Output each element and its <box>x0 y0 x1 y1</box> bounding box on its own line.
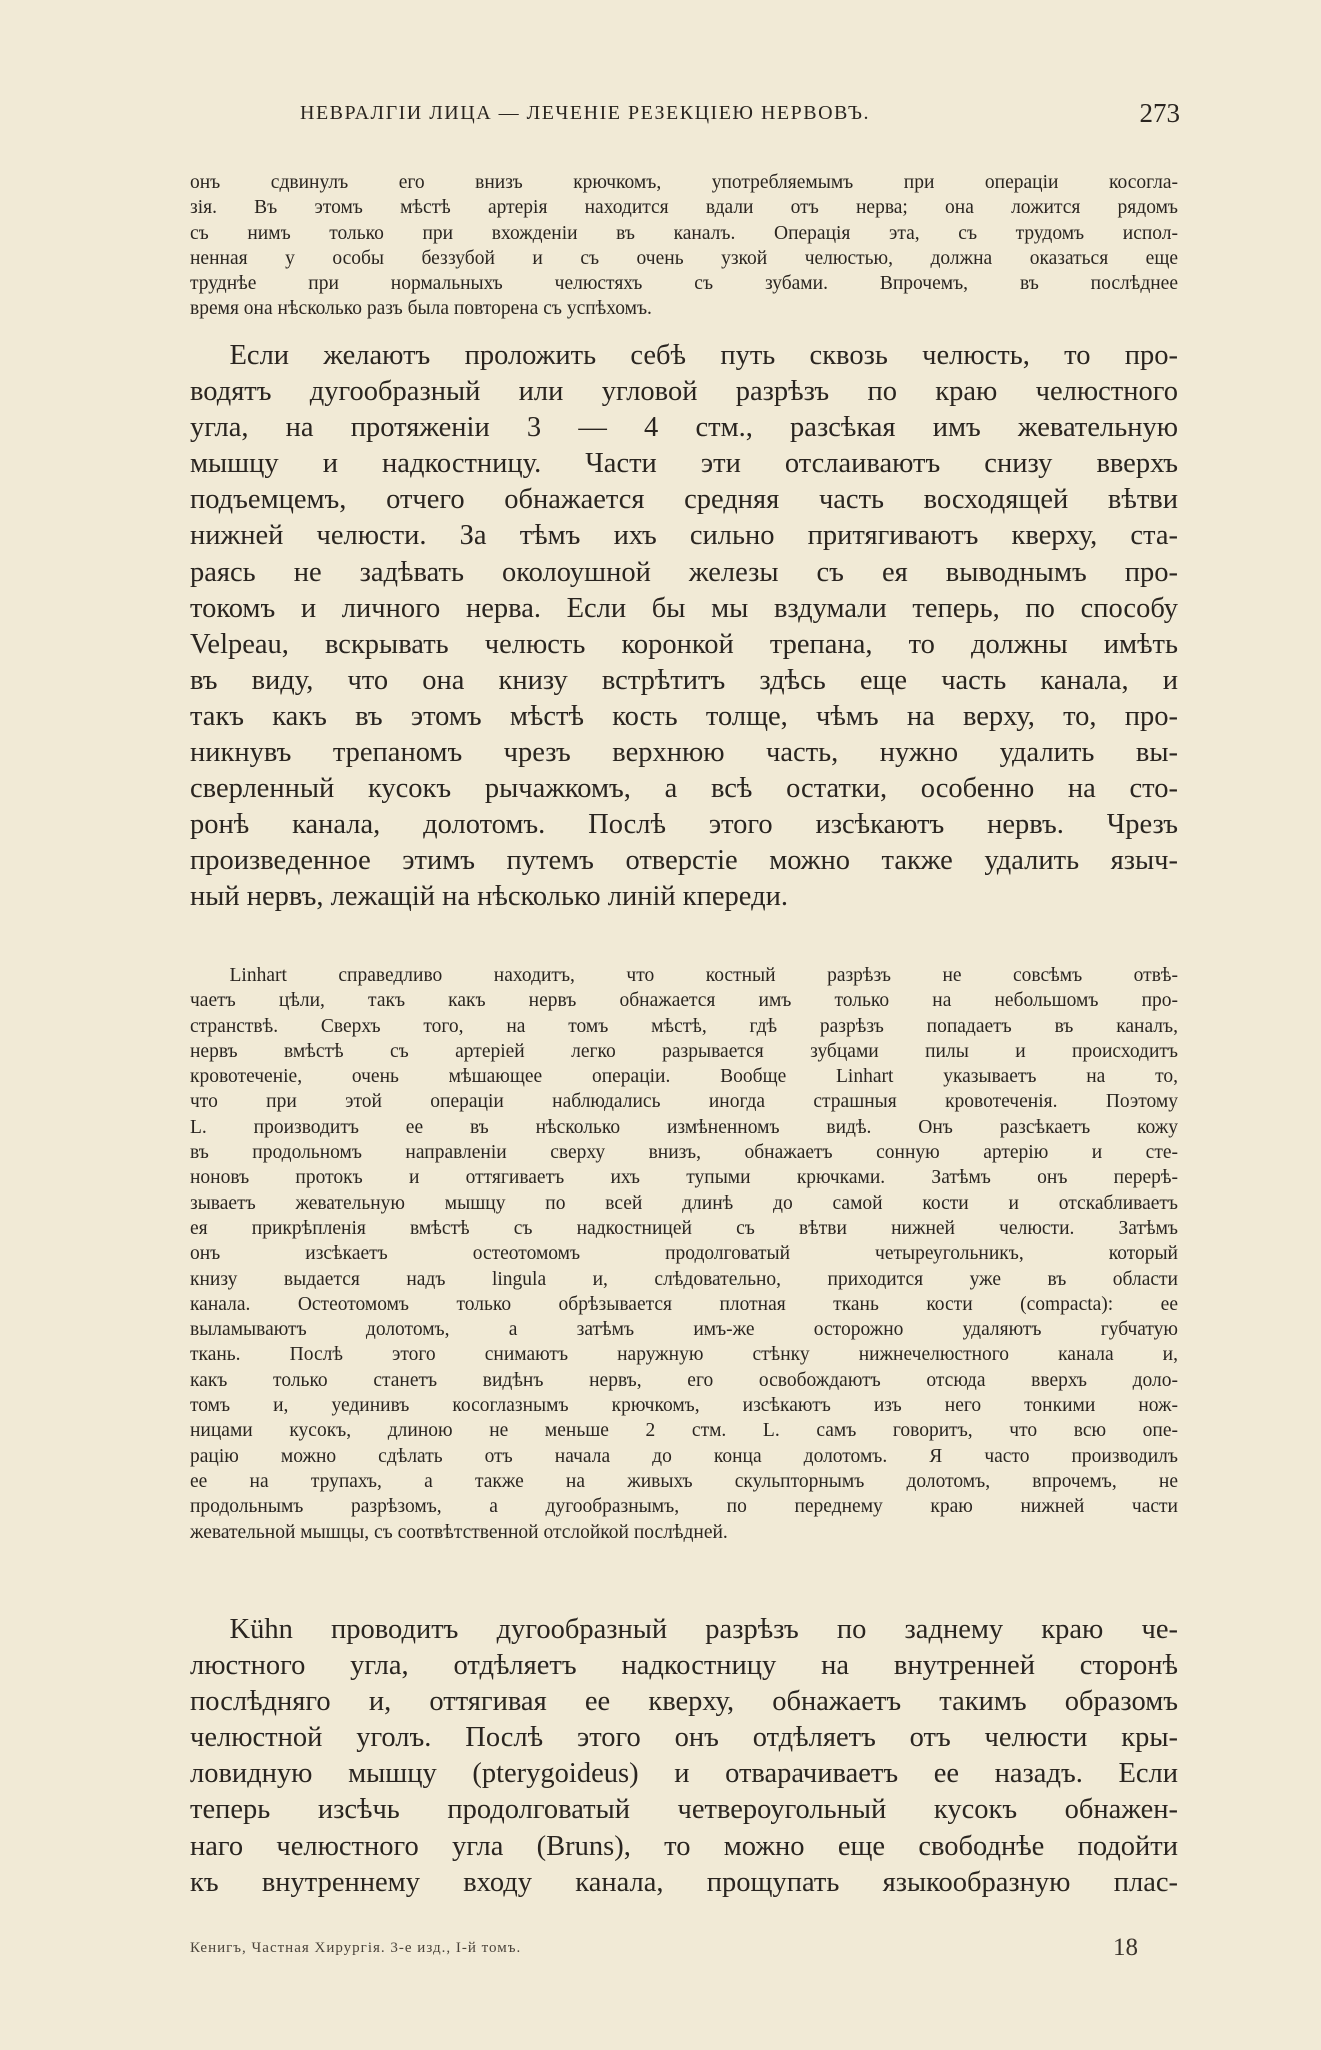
text-line: онъ сдвинулъ его внизъ крючкомъ, употребляемымъ при операціи косогла- <box>190 172 1178 193</box>
text-line: въ продольномъ направленіи сверху внизъ, обнажаетъ сонную артерію и сте- <box>190 1142 1178 1164</box>
text-line: зія. Въ этомъ мѣстѣ артерія находится вдали отъ нерва; она ложится рядомъ <box>190 197 1178 219</box>
text-line: ноновъ протокъ и оттягиваетъ ихъ тупыми крючками. Затѣмъ онъ перерѣ- <box>190 1167 1178 1189</box>
text-line: мышцу и надкостницу. Части эти отслаиваютъ снизу вверхъ <box>190 448 1178 480</box>
text-line: странствѣ. Сверхъ того, на томъ мѣстѣ, гдѣ разрѣзъ попадаетъ въ каналъ, <box>190 1015 1178 1037</box>
sheet-number: 18 <box>1113 1934 1138 1961</box>
paragraph-2 <box>190 338 1178 916</box>
text-line: труднѣе при нормальныхъ челюстяхъ съ зубами. Впрочемъ, въ послѣднее <box>190 273 1178 295</box>
text-line: зываетъ жевательную мышцу по всей длинѣ до самой кости и отскабливаетъ <box>190 1192 1178 1214</box>
text-line: ее на трупахъ, а также на живыхъ скульпторнымъ долотомъ, впрочемъ, не <box>190 1470 1178 1492</box>
text-line: произведенное этимъ путемъ отверстіе можно также удалить языч- <box>190 845 1178 877</box>
text-line: ницами кусокъ, длиною не меньше 2 стм. L. самъ говоритъ, что всю опе- <box>190 1420 1178 1442</box>
text-line: къ внутреннему входу канала, прощупать языкообразную плас- <box>190 1866 1178 1898</box>
text-line: ткань. Послѣ этого снимаютъ наружную стѣнку нижнечелюстного канала и, <box>190 1344 1178 1366</box>
text-line: токомъ и личного нерва. Если бы мы вздумали теперь, по способу <box>190 592 1178 624</box>
page-number: 273 <box>1139 98 1180 128</box>
text-line: книзу выдается надъ lingula и, слѣдовательно, приходится уже въ области <box>190 1268 1178 1290</box>
text-line: продольнымъ разрѣзомъ, а дугообразнымъ, по переднему краю нижней части <box>190 1496 1178 1518</box>
text-line: Velpeau, вскрывать челюсть коронкой трепана, то должны имѣть <box>190 628 1178 660</box>
text-line: челюстной уголъ. Послѣ этого онъ отдѣляетъ отъ челюсти кры- <box>190 1722 1178 1754</box>
text-line: какъ только станетъ видѣнъ нервъ, его освобождаютъ отсюда вверхъ доло- <box>190 1369 1178 1391</box>
text-line: рацію можно сдѣлать отъ начала до конца долотомъ. Я часто производилъ <box>190 1445 1178 1467</box>
text-line: сверленный кусокъ рычажкомъ, а всѣ остатки, особенно на сто- <box>190 773 1178 805</box>
text-line: ный нервъ, лежащій на нѣсколько линій кпереди. <box>190 881 788 913</box>
text-line: выламываютъ долотомъ, а затѣмъ имъ-же осторожно удаляютъ губчатую <box>190 1319 1178 1341</box>
text-line: послѣдняго и, оттягивая ее кверху, обнажаетъ такимъ образомъ <box>190 1686 1178 1718</box>
text-line: томъ и, уединивъ косоглазнымъ крючкомъ, изсѣкаютъ изъ него тонкими нож- <box>190 1395 1178 1417</box>
page-footer <box>190 1930 1178 1970</box>
text-line: канала. Остеотомомъ только обрѣзывается плотная ткань кости (compacta): ее <box>190 1293 1178 1315</box>
text-line: люстного угла, отдѣляетъ надкостницу на внутренней сторонѣ <box>190 1650 1178 1682</box>
text-line: L. производитъ ее въ нѣсколько измѣненномъ видѣ. Онъ разсѣкаетъ кожу <box>190 1116 1178 1138</box>
text-line: жевательной мышцы, съ соотвѣтственной отслойкой послѣдней. <box>190 1521 728 1543</box>
text-line: раясь не задѣвать околоушной железы съ ея выводнымъ про- <box>190 556 1178 588</box>
text-line: теперь изсѣчь продолговатый четвероугольный кусокъ обнажен- <box>190 1794 1178 1826</box>
text-line: наго челюстного угла (Bruns), то можно еще свободнѣе подойти <box>190 1830 1178 1862</box>
text-line: съ нимъ только при вхожденіи въ каналъ. Операція эта, съ трудомъ испол- <box>190 222 1178 244</box>
text-line: въ виду, что она книзу встрѣтитъ здѣсь еще часть канала, и <box>190 664 1178 696</box>
text-line: Linhart справедливо находитъ, что костный разрѣзъ не совсѣмъ отвѣ- <box>229 965 1178 986</box>
text-line: угла, на протяженіи 3 — 4 стм., разсѣкая имъ жевательную <box>190 412 1178 444</box>
text-line: Kühn проводитъ дугообразный разрѣзъ по заднему краю че- <box>229 1614 1178 1645</box>
text-line: ловидную мышцу (pterygoideus) и отварачиваетъ ее назадъ. Если <box>190 1758 1178 1790</box>
text-line: ронѣ канала, долотомъ. Послѣ этого изсѣкаютъ нервъ. Чрезъ <box>190 809 1178 841</box>
paragraph-1 <box>190 170 1178 322</box>
text-line: нижней челюсти. За тѣмъ ихъ сильно притягиваютъ кверху, ста- <box>190 520 1178 552</box>
text-line: нервъ вмѣстѣ съ артеріей легко разрывается зубцами пилы и происходитъ <box>190 1040 1178 1062</box>
text-line: что при этой операціи наблюдались иногда страшныя кровотеченія. Поэтому <box>190 1091 1178 1113</box>
text-line: время она нѣсколько разъ была повторена съ успѣхомъ. <box>190 298 652 320</box>
footer-signature: Кенигъ, Частная Хирургія. 3-е изд., І-й томъ. <box>190 1940 522 1956</box>
text-line: кровотеченіе, очень мѣшающее операціи. Вообще Linhart указываетъ на то, <box>190 1066 1178 1088</box>
text-line: онъ изсѣкаетъ остеотомомъ продолговатый четыреугольникъ, который <box>190 1243 1178 1265</box>
running-title: НЕВРАЛГІИ ЛИЦА — ЛЕЧЕНІЕ РЕЗЕКЦІЕЮ НЕРВОВЪ. <box>300 102 870 124</box>
text-line: ея прикрѣпленія вмѣстѣ съ надкостницей съ вѣтви нижней челюсти. Затѣмъ <box>190 1217 1178 1239</box>
running-header <box>190 98 1180 132</box>
text-line: ненная у особы беззубой и съ очень узкой челюстью, должна оказаться еще <box>190 247 1178 269</box>
paragraph-4 <box>190 1612 1178 1901</box>
text-line: подъемцемъ, отчего обнажается средняя часть восходящей вѣтви <box>190 484 1178 516</box>
text-line: водятъ дугообразный или угловой разрѣзъ по краю челюстного <box>190 376 1178 408</box>
paragraph-3 <box>190 963 1178 1545</box>
text-line: чаетъ цѣли, такъ какъ нервъ обнажается имъ только на небольшомъ про- <box>190 990 1178 1012</box>
text-line: никнувъ трепаномъ чрезъ верхнюю часть, нужно удалить вы- <box>190 737 1178 769</box>
text-line: такъ какъ въ этомъ мѣстѣ кость толще, чѣмъ на верху, то, про- <box>190 700 1178 732</box>
text-line: Если желаютъ проложить себѣ путь сквозь челюсть, то про- <box>229 340 1178 371</box>
